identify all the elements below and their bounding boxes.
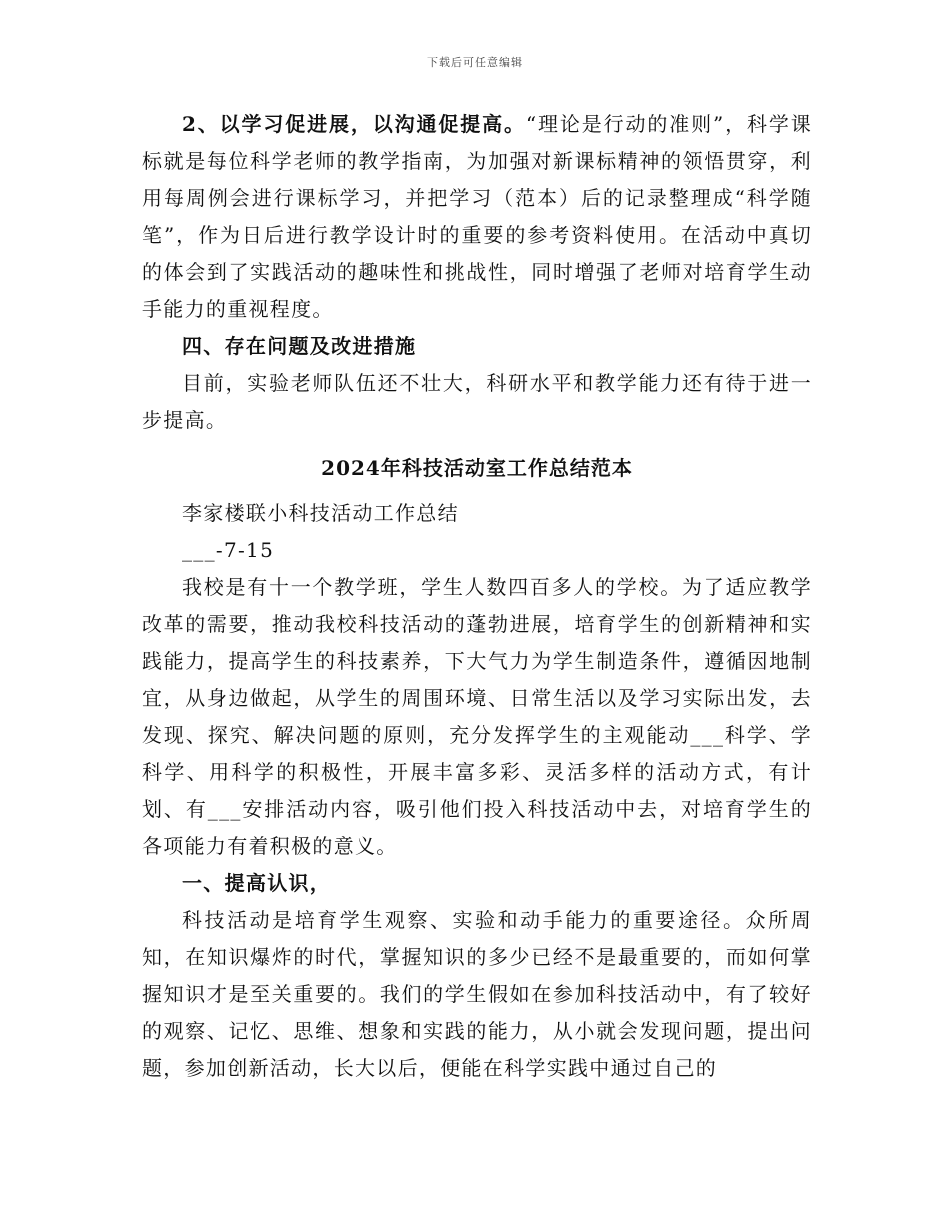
page-header: 下载后可任意编辑 xyxy=(427,56,523,69)
section-heading-awareness: 一、提高认识， xyxy=(182,871,332,895)
document-title: 2024年科技活动室工作总结范本 xyxy=(321,456,633,480)
document-body xyxy=(142,106,812,1087)
document-date: ___-7-15 xyxy=(182,538,275,562)
document-subtitle: 李家楼联小科技活动工作总结 xyxy=(182,501,459,525)
paragraph-text: “理论是行动的准则”，科学课标就是每位科学老师的教学指南，为加强对新课标精神的领悟贯穿，利用每周例会进行课标学习，并把学习（范本）后的记录整理成“科学随笔”，作为日后进行教学设计时的重要的参考资料使用。在活动中真切的体会到了实践活动的趣味性和挑战性，同时增强了老师对培育学生动手能力的重视程度。 xyxy=(142,112,812,321)
paragraph-learning-communication xyxy=(142,106,812,328)
paragraph-problems: 目前，实验老师队伍还不壮大，科研水平和教学能力还有待于进一步提高。 xyxy=(142,371,812,432)
section-heading-problems: 四、存在问题及改进措施 xyxy=(182,334,417,358)
paragraph-awareness: 科技活动是培育学生观察、实验和动手能力的重要途径。众所周知，在知识爆炸的时代，掌握知识的多少已经不是最重要的，而如何掌握知识才是至关重要的。我们的学生假如在参加科技活动中，有了较好的观察、记忆、思维、想象和实践的能力，从小就会发现问题，提出问题，参加创新活动，长大以后，便能在科学实践中通过自己的 xyxy=(142,908,812,1080)
paragraph-lead: 2、以学习促进展，以沟通促提高。 xyxy=(182,112,526,136)
paragraph-intro: 我校是有十一个教学班，学生人数四百多人的学校。为了适应教学改革的需要，推动我校科技活动的蓬勃进展，培育学生的创新精神和实践能力，提高学生的科技素养，下大气力为学生制造条件，遵循因地制宜，从身边做起，从学生的周围环境、日常生活以及学习实际出发，去发现、探究、解决问题的原则，充分发挥学生的主观能动___科学、学科学、用科学的积极性，开展丰富多彩、灵活多样的活动方式，有计划、有___安排活动内容，吸引他们投入科技活动中去，对培育学生的各项能力有着积极的意义。 xyxy=(142,575,812,858)
